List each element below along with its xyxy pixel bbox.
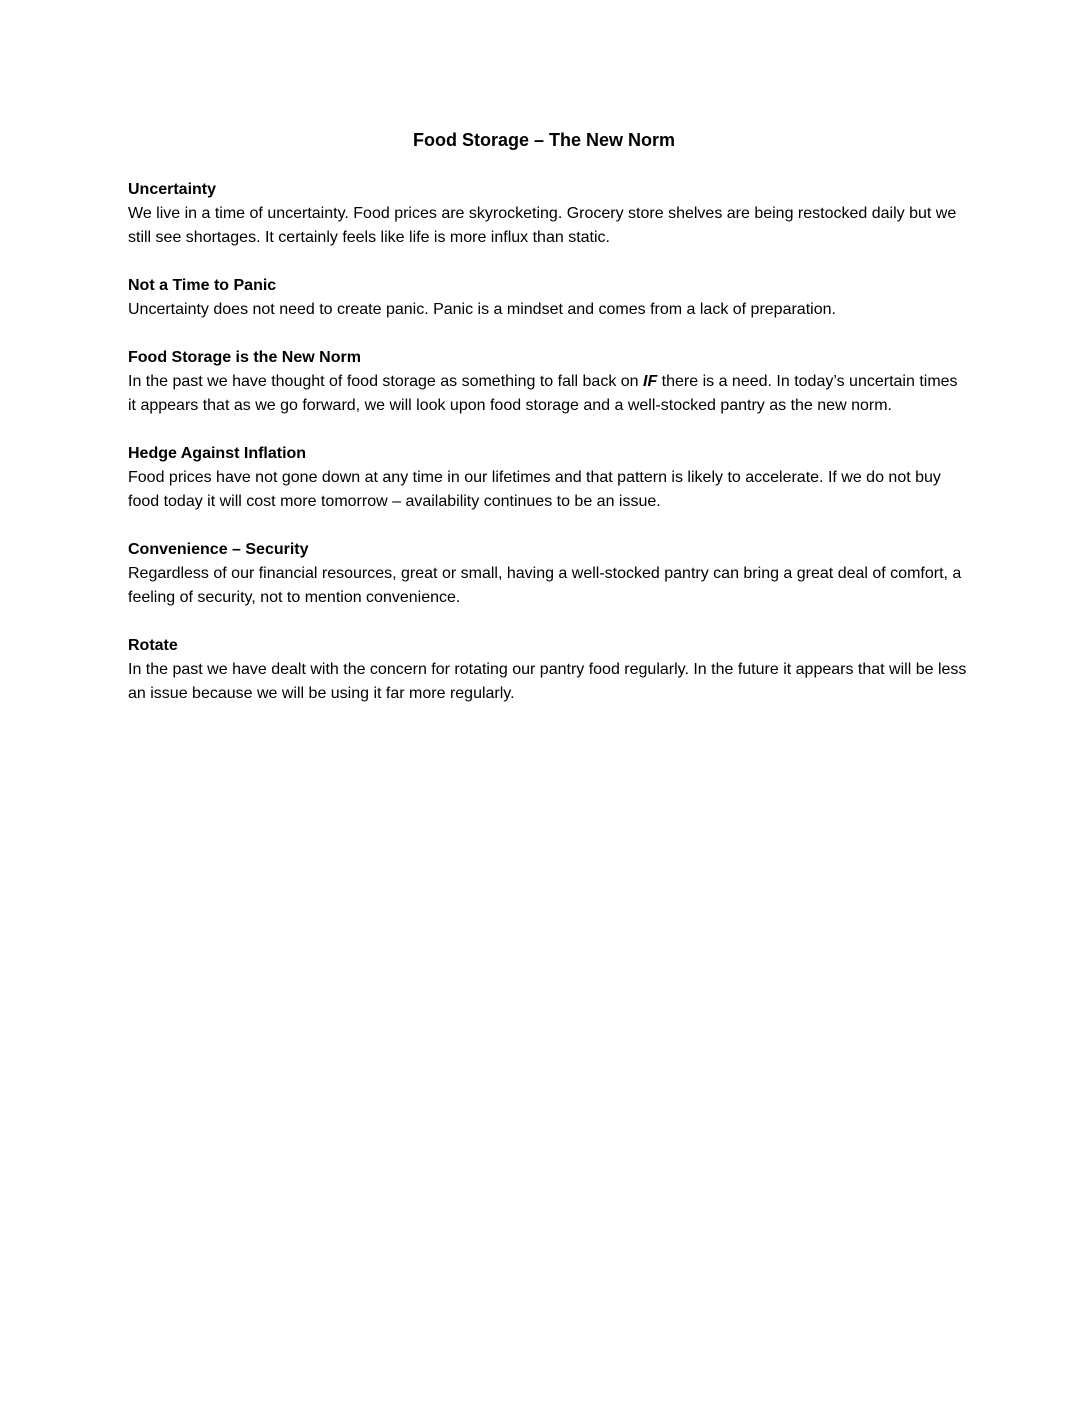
paragraph-text-after: there is a need. In today’s uncertain times it appears that as we go forward, we will look upon food storage and a well-stocked pantry as the new norm. xyxy=(128,373,958,414)
document-body xyxy=(128,178,968,730)
section-paragraph: Regardless of our financial resources, great or small, having a well-stocked pantry can bring a great deal of comfort, a feeling of security, not to mention convenience. xyxy=(128,565,962,606)
section-rotate xyxy=(128,634,968,706)
section-paragraph: In the past we have dealt with the concern for rotating our pantry food regularly. In the future it appears that will be less an issue because we will be using it far more regularly. xyxy=(128,661,967,702)
section-paragraph xyxy=(128,370,968,418)
section-heading: Food Storage is the New Norm xyxy=(128,349,361,366)
section-paragraph: We live in a time of uncertainty. Food prices are skyrocketing. Grocery store shelves are being restocked daily but we still see shortages. It certainly feels like life is more influx than static. xyxy=(128,205,957,246)
section-heading: Convenience – Security xyxy=(128,541,309,558)
section-convenience-security xyxy=(128,538,968,610)
section-hedge-against-inflation xyxy=(128,442,968,514)
section-heading: Not a Time to Panic xyxy=(128,277,277,294)
section-heading: Uncertainty xyxy=(128,181,217,198)
document-title: Food Storage – The New Norm xyxy=(412,130,676,150)
section-paragraph: Food prices have not gone down at any time in our lifetimes and that pattern is likely to accelerate. If we do not buy food today it will cost more tomorrow – availability continues to be an issue. xyxy=(128,469,941,510)
section-paragraph: Uncertainty does not need to create panic. Panic is a mindset and comes from a lack of preparation. xyxy=(128,301,836,318)
emphasis-if: IF xyxy=(643,373,658,390)
section-not-a-time-to-panic xyxy=(128,274,968,322)
section-heading: Hedge Against Inflation xyxy=(128,445,307,462)
section-heading: Rotate xyxy=(128,637,178,654)
paragraph-text-before: In the past we have thought of food storage as something to fall back on xyxy=(128,373,643,390)
section-uncertainty xyxy=(128,178,968,250)
section-food-storage-new-norm xyxy=(128,346,968,418)
